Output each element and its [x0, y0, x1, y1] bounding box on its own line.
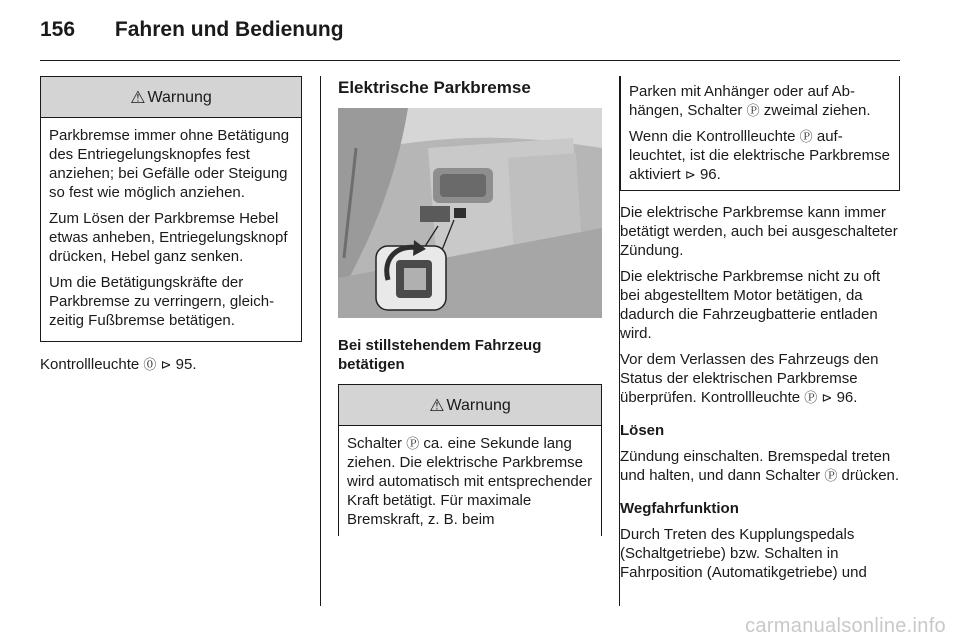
column-3: [620, 76, 900, 589]
epb-switch-icon: Ⓟ: [824, 468, 838, 483]
column-divider-1: [320, 76, 321, 606]
header-rule: [40, 60, 900, 61]
warning-body: [339, 426, 601, 536]
page-reference-icon: ⊳: [160, 357, 172, 372]
watermark: carmanualsonline.info: [745, 615, 946, 637]
body-text: Zündung einschalten. Bremspedal treten und halten, und dann Schalter Ⓟ drücken.: [620, 448, 900, 484]
subsection-title: Wegfahrfunktion: [620, 500, 739, 517]
body-text: Die elektrische Parkbremse nicht zu oft bei abgestelltem Motor betätigen, da dadurch die Fahrzeugbatterie entladen wird.: [620, 268, 881, 342]
warning-icon: ⚠: [130, 87, 146, 107]
body-text: Vor dem Verlassen des Fahrzeugs den Status der elektrischen Parkbremse überprüfen. Kontrollleuchte Ⓟ ⊳ 96.: [620, 351, 879, 406]
epb-switch-icon: Ⓟ: [406, 436, 420, 451]
warning-text: Schalter Ⓟ ca. eine Sekunde lang ziehen. Die elektrische Parkbremse wird automatisch mit entsprechender Kraft betätigt. Für maximale Bremskraft, z. B. beim: [347, 435, 593, 528]
warning-text: Wenn die Kontrollleuchte Ⓟ aufleuchtet, ist die elektrische Parkbremse aktiviert ⊳ 96.: [629, 128, 890, 183]
epb-lamp-icon: Ⓟ: [799, 129, 813, 144]
warning-box-continued: [620, 76, 900, 191]
warning-title: Warnung: [147, 88, 212, 106]
page-header: [40, 18, 344, 42]
warning-text: Zum Lösen der Parkbremse Hebel etwas anheben, Entriegelungsknopf drücken, Hebel ganz senken.: [49, 210, 288, 265]
warning-header: [339, 385, 601, 426]
page-reference-icon: ⊳: [684, 167, 696, 182]
page-reference: 96.: [699, 166, 721, 183]
body-text: Die elektrische Parkbremse kann immer betätigt werden, auch bei ausgeschalteter Zündung.: [620, 204, 898, 259]
page-number: 156: [40, 18, 76, 41]
parking-brake-photo: [338, 108, 602, 318]
warning-text: Parkbremse immer ohne Betätigung des Entriegelungsknopfes fest anziehen; bei Gefälle oder Steigung so fest wie möglich anziehen.: [49, 127, 290, 201]
warning-body: [41, 118, 301, 341]
page-reference: 96.: [836, 389, 858, 406]
column-2: [338, 76, 602, 104]
column-1: [40, 76, 302, 381]
column-2-lower: [338, 336, 602, 536]
warning-box-epb: [338, 384, 602, 536]
warning-text: Parken mit Anhänger oder auf Abhängen, Schalter Ⓟ zweimal ziehen.: [629, 83, 871, 119]
warning-box-parkbremse: [40, 76, 302, 342]
warning-icon: ⚠: [429, 395, 445, 415]
kontrollleuchte-reference: Kontrollleuchte ⓪ ⊳ 95.: [40, 356, 197, 373]
epb-lamp-icon: Ⓟ: [804, 390, 818, 405]
brake-warning-lamp-icon: ⓪: [143, 357, 157, 372]
warning-text: Um die Betätigungskräfte der Parkbremse zu verringern, gleichzeitig Fußbremse betätigen.: [49, 274, 275, 329]
page-reference-icon: ⊳: [821, 390, 833, 405]
page-reference: 95.: [175, 356, 197, 373]
column-3-text: [620, 191, 900, 582]
warning-title: Warnung: [446, 396, 511, 414]
page-title: Fahren und Bedienung: [114, 18, 344, 41]
section-title: Elektrische Parkbremse: [338, 78, 531, 97]
warning-header: [41, 77, 301, 118]
console-illustration: [338, 108, 602, 318]
body-text: Durch Treten des Kupplungspedals (Schaltgetriebe) bzw. Schalten in Fahrposition (Automatikgetriebe) und: [620, 526, 867, 581]
subsection-title: Bei stillstehendem Fahrzeug betätigen: [338, 337, 542, 373]
epb-switch-icon: Ⓟ: [746, 103, 760, 118]
subsection-title: Lösen: [620, 422, 665, 439]
